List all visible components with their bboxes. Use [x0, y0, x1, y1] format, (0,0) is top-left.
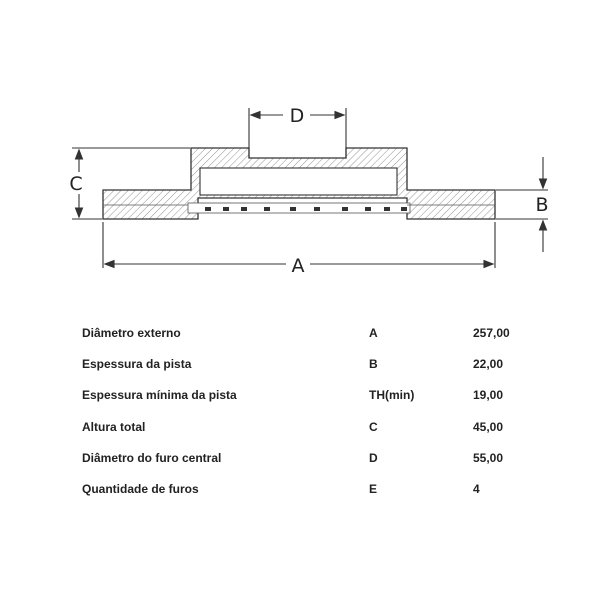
dimension-c-label: C	[69, 173, 83, 195]
spec-value: 55,00	[473, 450, 504, 465]
spec-value: 4	[473, 481, 480, 496]
dimension-a-label: A	[291, 255, 305, 277]
dimension-b-label: B	[535, 194, 549, 216]
spec-row	[0, 380, 600, 411]
spec-code: C	[369, 419, 378, 434]
spec-label: Quantidade de furos	[82, 481, 199, 496]
spec-label: Altura total	[82, 419, 146, 434]
spec-row	[0, 412, 600, 443]
spec-value: 257,00	[473, 326, 510, 340]
spec-code: D	[369, 450, 378, 465]
spec-value: 22,00	[473, 357, 504, 372]
spec-label: Diâmetro do furo central	[82, 450, 222, 465]
spec-value: 19,00	[473, 388, 504, 403]
spec-row	[0, 318, 600, 349]
spec-label: Espessura mínima da pista	[82, 388, 237, 403]
disc-section	[103, 148, 495, 219]
spec-row	[0, 474, 600, 505]
spec-row	[0, 443, 600, 474]
spec-table	[0, 318, 600, 505]
spec-code: A	[369, 326, 378, 340]
friction-ring-gap	[188, 203, 410, 213]
hat-inner-cavity	[200, 168, 397, 195]
dimension-d-label: D	[289, 105, 305, 127]
spec-label: Espessura da pista	[82, 357, 192, 372]
spec-code: E	[369, 481, 378, 496]
spec-row	[0, 349, 600, 380]
spec-code: B	[369, 357, 378, 372]
spec-code: TH(min)	[369, 388, 415, 403]
spec-value: 45,00	[473, 419, 504, 434]
spec-label: Diâmetro externo	[82, 326, 181, 340]
